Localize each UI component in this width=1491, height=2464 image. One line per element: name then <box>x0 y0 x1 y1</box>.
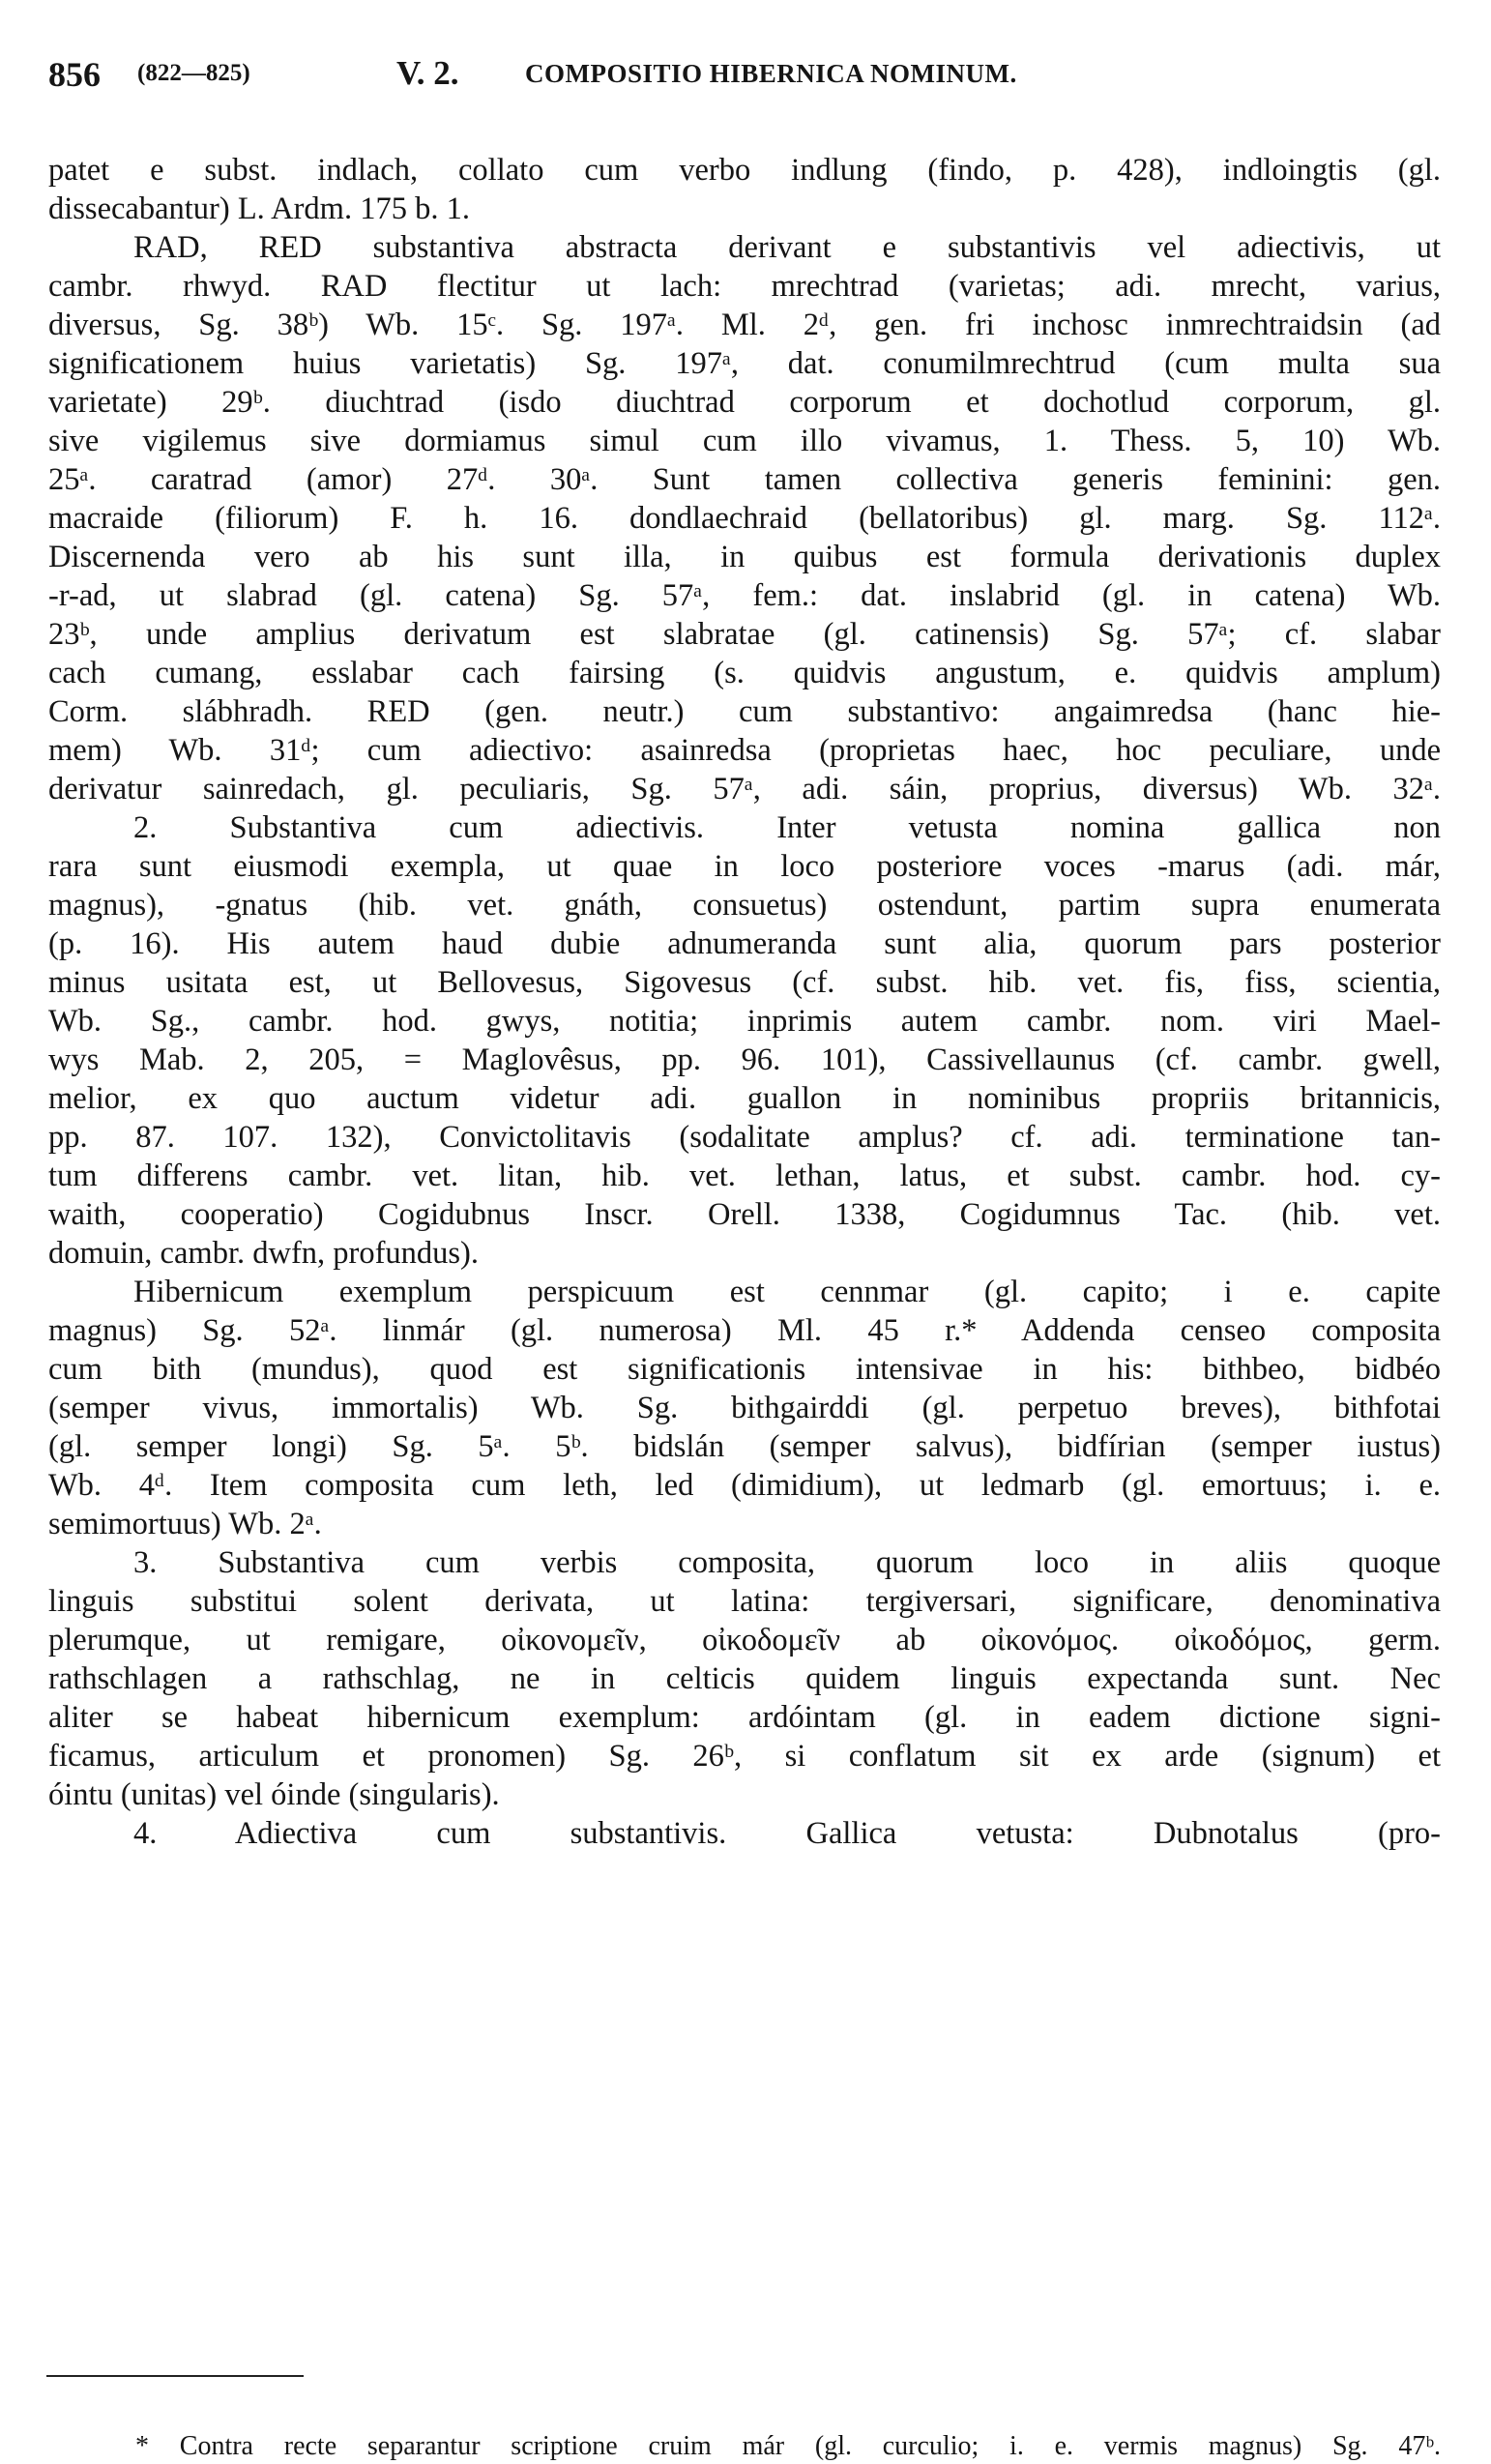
text-line: aliter se habeat hibernicum exemplum: ardóintam (gl. in eadem dictione signi- <box>48 1700 1441 1735</box>
text-line: -r-ad, ut slabrad (gl. catena) Sg. 57ᵃ, fem.: dat. inslabrid (gl. in catena) Wb. <box>48 578 1441 613</box>
section-number: V. 2. <box>396 54 459 92</box>
text-line: (gl. semper longi) Sg. 5ᵃ. 5ᵇ. bidslán (semper salvus), bidfírian (semper iustus) <box>48 1429 1441 1464</box>
text-line: melior, ex quo auctum videtur adi. guallon in nominibus propriis britannicis, <box>48 1081 1441 1116</box>
text-line: plerumque, ut remigare, οἰκονομεῖν, οἰκοδομεῖν ab οἰκονόμος. οἰκοδόμος, germ. <box>48 1623 1441 1657</box>
text-line: pp. 87. 107. 132), Convictolitavis (sodalitate amplus? cf. adi. terminatione tan- <box>48 1120 1441 1155</box>
text-line: sive vigilemus sive dormiamus simul cum illo vivamus, 1. Thess. 5, 10) Wb. <box>48 424 1441 458</box>
text-line: 25ᵃ. caratrad (amor) 27ᵈ. 30ᵃ. Sunt tamen collectiva generis feminini: gen. <box>48 462 1441 497</box>
text-line: Corm. slábhradh. RED (gen. neutr.) cum substantivo: angaimredsa (hanc hie- <box>48 694 1441 729</box>
text-line: mem) Wb. 31ᵈ; cum adiectivo: asainredsa (proprietas haec, hoc peculiare, unde <box>48 733 1441 768</box>
text-line: ficamus, articulum et pronomen) Sg. 26ᵇ, si conflatum sit ex arde (signum) et <box>48 1739 1441 1774</box>
text-line: linguis substitui solent derivata, ut latina: tergiversari, significare, denominativa <box>48 1584 1441 1619</box>
running-header <box>48 54 1441 93</box>
footnote-separator <box>46 2375 304 2377</box>
text-line: cach cumang, esslabar cach fairsing (s. quidvis angustum, e. quidvis amplum) <box>48 656 1441 690</box>
text-line: magnus), -gnatus (hib. vet. gnáth, consuetus) ostendunt, partim supra enumerata <box>48 888 1441 923</box>
text-line: wys Mab. 2, 205, = Maglovêsus, pp. 96. 101), Cassivellaunus (cf. cambr. gwell, <box>48 1042 1441 1077</box>
text-line: (p. 16). His autem haud dubie adnumeranda sunt alia, quorum pars posterior <box>48 926 1441 961</box>
running-title: COMPOSITIO HIBERNICA NOMINUM. <box>525 59 1017 88</box>
text-line: Wb. Sg., cambr. hod. gwys, notitia; inprimis autem cambr. nom. viri Mael- <box>48 1004 1441 1039</box>
text-line: diversus, Sg. 38ᵇ) Wb. 15ᶜ. Sg. 197ᵃ. Ml. 2ᵈ, gen. fri inchosc inmrechtraidsin (ad <box>48 308 1441 342</box>
text-line: macraide (filiorum) F. h. 16. dondlaechraid (bellatoribus) gl. marg. Sg. 112ᵃ. <box>48 501 1441 536</box>
text-line: 3. Substantiva cum verbis composita, quorum loco in aliis quoque <box>133 1545 1441 1580</box>
text-line: significationem huius varietatis) Sg. 197ᵃ, dat. conumilmrechtrud (cum multa sua <box>48 346 1441 381</box>
text-line: Wb. 4ᵈ. Item composita cum leth, led (dimidium), ut ledmarb (gl. emortuus; i. e. <box>48 1468 1441 1503</box>
text-line: magnus) Sg. 52ᵃ. linmár (gl. numerosa) Ml. 45 r.* Addenda censeo composita <box>48 1313 1441 1348</box>
text-line: dissecabantur) L. Ardm. 175 b. 1. <box>48 191 470 226</box>
page-number: 856 <box>48 55 101 94</box>
text-line: cum bith (mundus), quod est significationis intensivae in his: bithbeo, bidbéo <box>48 1352 1441 1387</box>
text-line: varietate) 29ᵇ. diuchtrad (isdo diuchtrad corporum et dochotlud corporum, gl. <box>48 385 1441 420</box>
text-line: semimortuus) Wb. 2ᵃ. <box>48 1507 322 1541</box>
text-line: domuin, cambr. dwfn, profundus). <box>48 1236 480 1271</box>
text-line: tum differens cambr. vet. litan, hib. vet. lethan, latus, et subst. cambr. hod. cy- <box>48 1159 1441 1193</box>
page-range: (822—825) <box>137 60 250 86</box>
text-line: RAD, RED substantiva abstracta derivant e substantivis vel adiectivis, ut <box>133 230 1441 265</box>
text-line: waith, cooperatio) Cogidubnus Inscr. Orell. 1338, Cogidumnus Tac. (hib. vet. <box>48 1197 1441 1232</box>
text-line: derivatur sainredach, gl. peculiaris, Sg. 57ᵃ, adi. sáin, proprius, diversus) Wb. 32ᵃ. <box>48 772 1441 807</box>
text-line: rathschlagen a rathschlag, ne in celticis quidem linguis expectanda sunt. Nec <box>48 1661 1441 1696</box>
text-line: 4. Adiectiva cum substantivis. Gallica vetusta: Dubnotalus (pro- <box>133 1816 1441 1851</box>
footnote: * Contra recte separantur scriptione cruim már (gl. curculio; i. e. vermis magnus) Sg. 47ᵇ. <box>135 2431 1441 2461</box>
text-line: cambr. rhwyd. RAD flectitur ut lach: mrechtrad (varietas; adi. mrecht, varius, <box>48 269 1441 304</box>
text-line: (semper vivus, immortalis) Wb. Sg. bithgairddi (gl. perpetuo breves), bithfotai <box>48 1391 1441 1425</box>
text-line: Hibernicum exemplum perspicuum est cennmar (gl. capito; i e. capite <box>133 1275 1441 1309</box>
text-line: óintu (unitas) vel óinde (singularis). <box>48 1777 500 1812</box>
text-line: patet e subst. indlach, collato cum verbo indlung (findo, p. 428), indloingtis (gl. <box>48 153 1441 188</box>
text-line: 2. Substantiva cum adiectivis. Inter vetusta nomina gallica non <box>133 810 1441 845</box>
text-line: 23ᵇ, unde amplius derivatum est slabratae (gl. catinensis) Sg. 57ᵃ; cf. slabar <box>48 617 1441 652</box>
text-line: Discernenda vero ab his sunt illa, in quibus est formula derivationis duplex <box>48 540 1441 574</box>
text-line: minus usitata est, ut Bellovesus, Sigovesus (cf. subst. hib. vet. fis, fiss, scientia, <box>48 965 1441 1000</box>
text-line: rara sunt eiusmodi exempla, ut quae in loco posteriore voces -marus (adi. már, <box>48 849 1441 884</box>
